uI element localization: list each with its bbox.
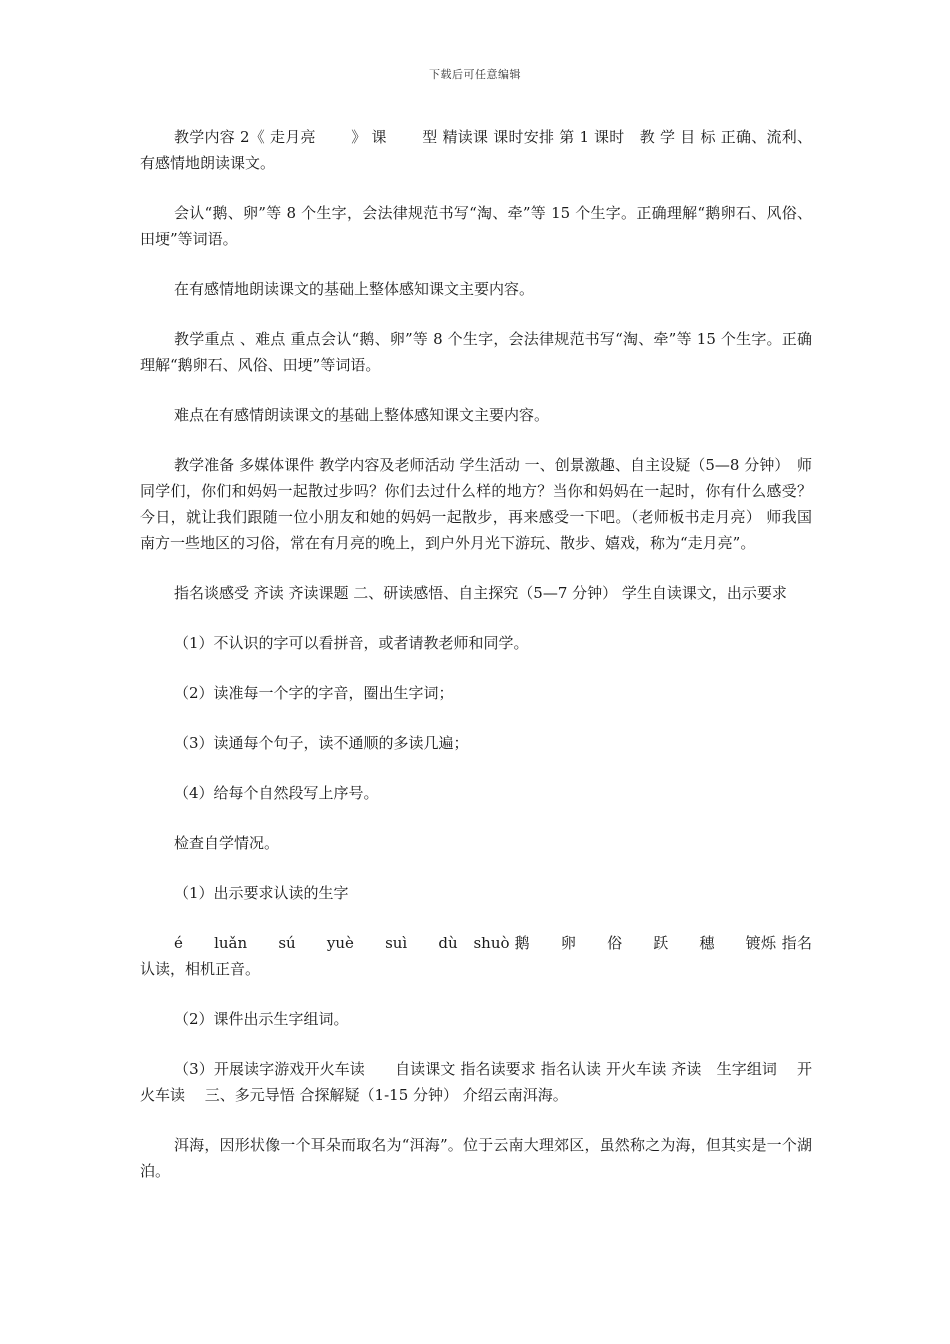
list-item-word-building: （2）课件出示生字组词。 — [174, 1010, 349, 1028]
paragraph-self-reading: 指名谈感受 齐读 齐读课题 二、研读感悟、自主探究（5—7 分钟） 学生自读课文，出示要求 — [174, 584, 787, 602]
page-header: 下载后可任意编辑 — [429, 68, 521, 81]
list-item-requirement-2: （2）读准每一个字的字音，圈出生字词； — [174, 684, 454, 702]
paragraph-teaching-content: 教学内容 2《 走月亮 》 课 型 精读课 课时安排 第 1 课时 教 学 目 标 正确、流利、有感情地朗读课文。 — [140, 128, 812, 172]
paragraph-difficulty: 难点在有感情朗读课文的基础上整体感知课文主要内容。 — [174, 406, 550, 424]
list-item-requirement-3: （3）读通每个句子，读不通顺的多读几遍； — [174, 734, 469, 752]
document-body — [140, 124, 828, 1208]
paragraph-key-points: 教学重点 、难点 重点会认“鹅、卵”等 8 个生字，会法律规范书写“淘、牵”等 15 个生字。正确 理解“鹅卵石、风俗、田埂”等词语。 — [140, 330, 817, 374]
paragraph-reading-goal: 在有感情地朗读课文的基础上整体感知课文主要内容。 — [174, 280, 535, 298]
list-item-requirement-4: （4）给每个自然段写上序号。 — [174, 784, 379, 802]
list-item-reading-game: （3）开展读字游戏开火车读 自读课文 指名读要求 指名认读 开火车读 齐读 生字组词 开火车读 三、多元导悟 合探解疑（1-15 分钟） 介绍云南洱海。 — [140, 1060, 812, 1104]
list-item-requirement-1: （1）不认识的字可以看拼音，或者请教老师和同学。 — [174, 634, 529, 652]
paragraph-preparation: 教学准备 多媒体课件 教学内容及老师活动 学生活动 一、创景激趣、自主设疑（5—8 分钟） 师同学们，你们和妈妈一起散过步吗？你们去过什么样的地方？当你和妈妈在一起时，你有什么感受？ 今日，就让我们跟随一位小朋友和她的妈妈一起散步，再来感受一下吧。（老师板书走月亮） 师我国南方一些地区的习俗，常在有月亮的晚上，到户外月光下游玩、散步、嬉戏，称为“走月亮”。 — [140, 456, 828, 552]
pinyin-character-row: é luǎn sú yuè suì dù shuò 鹅 卵 俗 跃 穗 镀烁 指名认读，相机正音。 — [140, 934, 812, 978]
paragraph-erhai: 洱海，因形状像一个耳朵而取名为“洱海”。位于云南大理郊区，虽然称之为海，但其实是一个湖泊。 — [140, 1136, 812, 1180]
list-item-show-characters: （1）出示要求认读的生字 — [174, 884, 349, 902]
paragraph-check-self-study: 检查自学情况。 — [174, 834, 280, 852]
paragraph-characters-goal: 会认“鹅、卵”等 8 个生字，会法律规范书写“淘、牵”等 15 个生字。正确理解“鹅卵石、风俗、田埂”等词语。 — [140, 204, 812, 248]
